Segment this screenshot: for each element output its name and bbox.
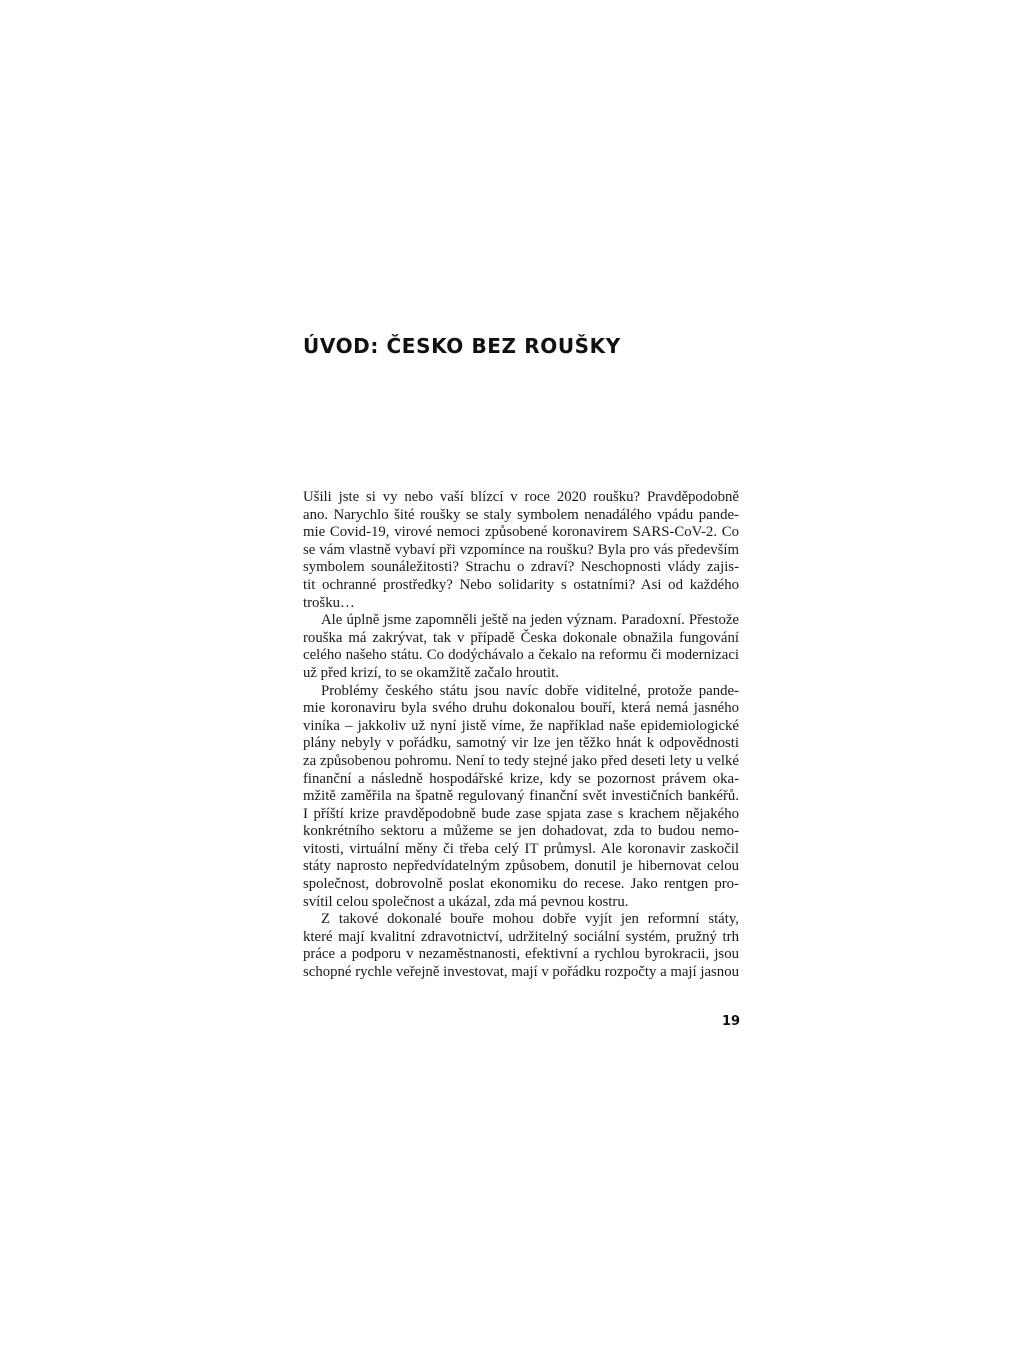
text-line: Problémy českého státu jsou navíc dobře viditelné, protože pande- [321, 682, 739, 699]
text-line: mie Covid-19, virové nemoci způsobené koronavirem SARS-CoV-2. Co [303, 524, 739, 541]
text-line: svítil celou společnost a ukázal, zda má pevnou kostru. [303, 893, 629, 910]
text-line: trošku… [303, 594, 355, 611]
text-line: konkrétního sektoru a můžeme se jen dohadovat, zda to budou nemo- [303, 823, 739, 840]
text-line: Ušili jste si vy nebo vaší blízcí v roce 2020 roušku? Pravděpodobně [303, 489, 739, 505]
text-line: Ale úplně jsme zapomněli ještě na jeden význam. Paradoxní. Přestože [321, 612, 739, 629]
text-line: finanční a následně hospodářské krize, kdy se pozornost právem oka- [303, 770, 739, 787]
text-line: státy naprosto nepředvídatelným způsobem, donutil je hibernovat celou [303, 858, 739, 875]
text-line: plány nebyly v pořádku, samotný vir lze jen těžko hnát k odpovědnosti [303, 735, 739, 752]
text-line: rouška má zakrývat, tak v případě Česka dokonale obnažila fungování [303, 629, 739, 646]
text-line: Z takové dokonalé bouře mohou dobře vyjít jen reformní státy, [321, 911, 739, 928]
text-line: vitosti, virtuální měny či třeba celý IT průmysl. Ale koronavir zaskočil [303, 840, 739, 857]
text-line: celého našeho státu. Co dodýchávalo a čekalo na reformu či modernizaci [303, 647, 739, 664]
text-line: práce a podporu v nezaměstnanosti, efektivní a rychlou byrokracii, jsou [303, 946, 739, 963]
text-line: schopné rychle veřejně investovat, mají v pořádku rozpočty a mají jasnou [303, 964, 739, 981]
body-text [303, 489, 739, 982]
text-line: ano. Narychlo šité roušky se staly symbolem nenadálého vpádu pande- [303, 506, 739, 523]
text-line: už před krizí, to se okamžitě začalo hroutit. [303, 664, 559, 681]
text-line: mžitě zaměřila na špatně regulovaný finanční svět investičních bankéřů. [303, 788, 739, 805]
text-line: tit ochranné prostředky? Nebo solidarity s ostatními? Asi od každého [303, 576, 739, 593]
page-number: 19 [722, 1014, 741, 1029]
text-line: za způsobenou pohromu. Není to tedy stejné jako před deseti lety u velké [303, 752, 739, 769]
text-line: společnost, dobrovolně poslat ekonomiku do recese. Jako rentgen pro- [303, 876, 739, 893]
text-line: viníka – jakkoliv už nyní jistě víme, že například naše epidemiologické [303, 717, 739, 734]
chapter-title: ÚVOD: ČESKO BEZ ROUŠKY [303, 334, 621, 358]
text-line: se vám vlastně vybaví při vzpomínce na roušku? Byla pro vás především [303, 541, 739, 558]
text-line: které mají kvalitní zdravotnictví, udržitelný sociální systém, pružný trh [303, 928, 739, 945]
text-line: symbolem sounáležitosti? Strachu o zdraví? Neschopnosti vlády zajis- [303, 559, 739, 576]
text-line: mie koronaviru byla svého druhu dokonalou bouří, která nemá jasného [303, 700, 739, 717]
text-line: I příští krize pravděpodobně bude zase spjata zase s krachem nějakého [303, 805, 739, 822]
